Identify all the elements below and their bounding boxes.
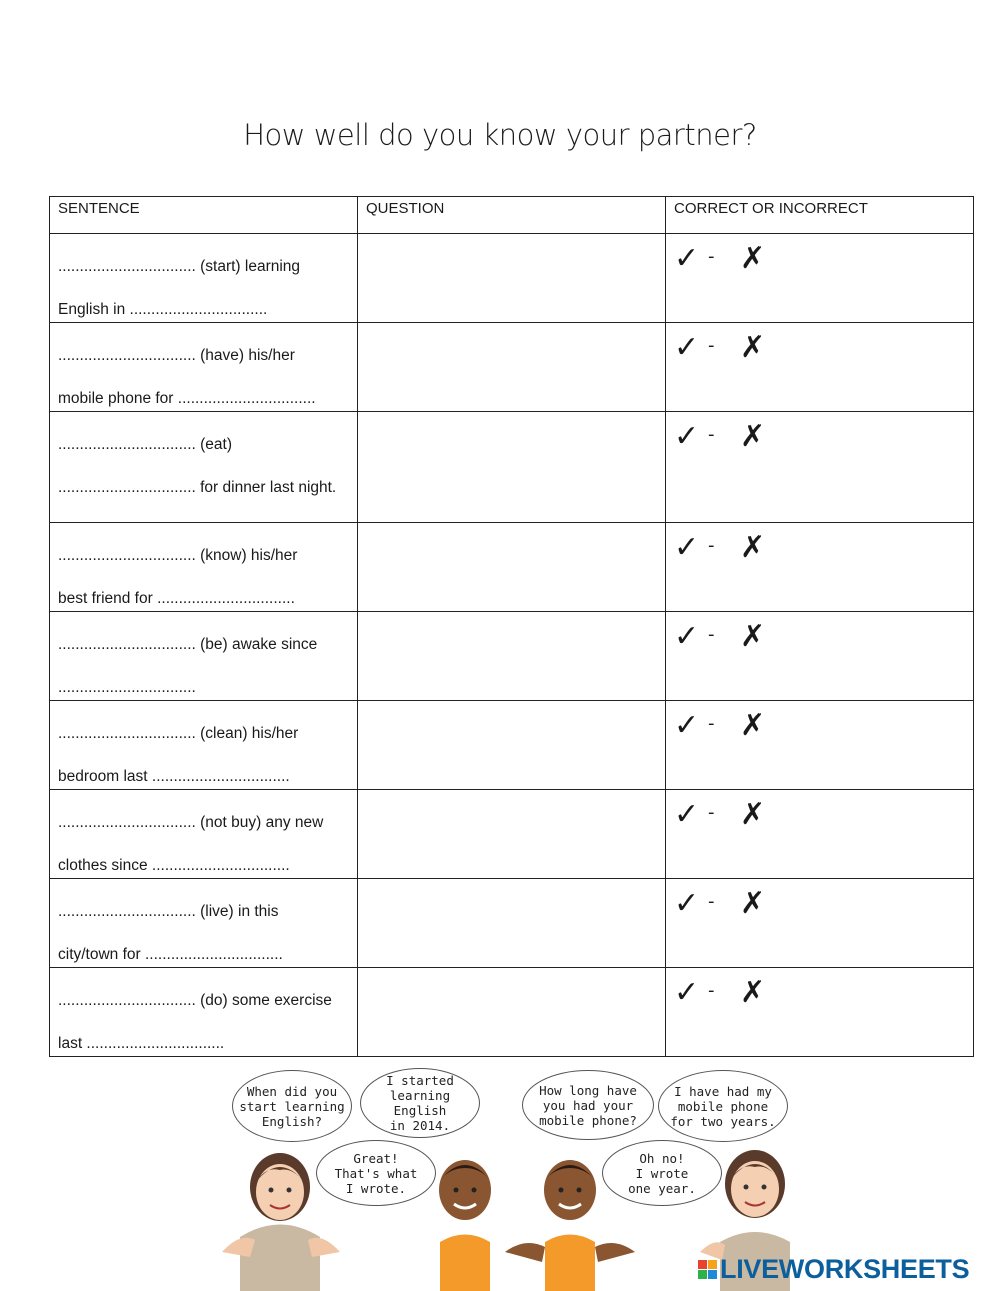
speech-bubble-5: I have had my mobile phone for two years.	[658, 1070, 788, 1142]
check-icon[interactable]: ✓	[674, 241, 700, 276]
cross-icon[interactable]: ✗	[740, 797, 766, 832]
sentence-line-1: ................................ (not buy) any new	[58, 814, 324, 831]
cross-icon[interactable]: ✗	[740, 708, 766, 743]
table-row	[50, 790, 974, 879]
sentence-line-1: ................................ (do) some exercise	[58, 992, 332, 1009]
sentence-cell	[50, 879, 358, 968]
sentence-line-2: English in ................................	[58, 301, 268, 318]
speech-bubble-3: Great! That's what I wrote.	[316, 1140, 436, 1206]
table-row	[50, 612, 974, 701]
marks-group	[666, 523, 973, 565]
sentence-cell	[50, 612, 358, 701]
check-icon[interactable]: ✓	[674, 886, 700, 921]
question-cell[interactable]	[358, 412, 666, 523]
sentence-line-2: last ................................	[58, 1035, 225, 1052]
separator: -	[708, 624, 715, 645]
sentence-line-1: ................................ (live) in this	[58, 903, 279, 920]
cross-icon[interactable]: ✗	[740, 619, 766, 654]
check-icon[interactable]: ✓	[674, 975, 700, 1010]
table-row	[50, 323, 974, 412]
check-icon[interactable]: ✓	[674, 530, 700, 565]
check-icon[interactable]: ✓	[674, 330, 700, 365]
logo-blocks-icon	[698, 1260, 717, 1279]
marks-group	[666, 879, 973, 921]
question-cell[interactable]	[358, 234, 666, 323]
sentence-cell	[50, 234, 358, 323]
marks-group	[666, 790, 973, 832]
speech-bubble-2: I started learning English in 2014.	[360, 1068, 480, 1138]
sentence-line-2: ................................ for dinner last night.	[58, 479, 337, 496]
sentence-text	[50, 612, 357, 698]
correct-incorrect-cell	[666, 701, 974, 790]
check-icon[interactable]: ✓	[674, 797, 700, 832]
worksheet-table	[49, 196, 974, 1057]
check-icon[interactable]: ✓	[674, 619, 700, 654]
marks-group	[666, 234, 973, 276]
cross-icon[interactable]: ✗	[740, 419, 766, 454]
table-row	[50, 234, 974, 323]
correct-incorrect-cell	[666, 234, 974, 323]
table-header-row	[50, 197, 974, 234]
sentence-text	[50, 701, 357, 787]
separator: -	[708, 713, 715, 734]
table-row	[50, 412, 974, 523]
sentence-text	[50, 412, 357, 498]
cross-icon[interactable]: ✗	[740, 975, 766, 1010]
sentence-line-2: clothes since ................................	[58, 857, 290, 874]
correct-incorrect-cell	[666, 323, 974, 412]
header-sentence: SENTENCE	[50, 197, 358, 234]
sentence-cell	[50, 412, 358, 523]
question-cell[interactable]	[358, 790, 666, 879]
question-cell[interactable]	[358, 701, 666, 790]
question-cell[interactable]	[358, 323, 666, 412]
separator: -	[708, 424, 715, 445]
correct-incorrect-cell	[666, 790, 974, 879]
sentence-line-1: ................................ (know) his/her	[58, 547, 298, 564]
sentence-cell	[50, 968, 358, 1057]
marks-group	[666, 701, 973, 743]
sentence-line-2: bedroom last ................................	[58, 768, 290, 785]
marks-group	[666, 323, 973, 365]
marks-group	[666, 412, 973, 454]
sentence-cell	[50, 701, 358, 790]
sentence-text	[50, 879, 357, 965]
question-cell[interactable]	[358, 523, 666, 612]
sentence-line-1: ................................ (have) his/her	[58, 347, 295, 364]
speech-bubble-4: How long have you had your mobile phone?	[522, 1070, 654, 1140]
speech-bubble-1: When did you start learning English?	[232, 1070, 352, 1142]
separator: -	[708, 246, 715, 267]
question-cell[interactable]	[358, 968, 666, 1057]
check-icon[interactable]: ✓	[674, 419, 700, 454]
separator: -	[708, 980, 715, 1001]
header-correct: CORRECT OR INCORRECT	[666, 197, 974, 234]
marks-group	[666, 612, 973, 654]
cross-icon[interactable]: ✗	[740, 886, 766, 921]
correct-incorrect-cell	[666, 412, 974, 523]
logo-text: LIVEWORKSHEETS	[720, 1253, 970, 1284]
logo-block-orange	[708, 1260, 717, 1269]
cross-icon[interactable]: ✗	[740, 241, 766, 276]
cross-icon[interactable]: ✗	[740, 330, 766, 365]
separator: -	[708, 535, 715, 556]
logo-block-blue	[708, 1270, 717, 1279]
correct-incorrect-cell	[666, 879, 974, 968]
sentence-line-2: city/town for ................................	[58, 946, 283, 963]
table-row	[50, 701, 974, 790]
liveworksheets-logo	[698, 1253, 969, 1285]
sentence-text	[50, 234, 357, 320]
sentence-cell	[50, 790, 358, 879]
sentence-line-2: best friend for ................................	[58, 590, 295, 607]
separator: -	[708, 335, 715, 356]
marks-group	[666, 968, 973, 1010]
boy-left-figure	[439, 1160, 491, 1291]
sentence-line-1: ................................ (eat)	[58, 436, 232, 453]
sentence-cell	[50, 523, 358, 612]
correct-incorrect-cell	[666, 968, 974, 1057]
sentence-text	[50, 790, 357, 876]
table-row	[50, 879, 974, 968]
separator: -	[708, 802, 715, 823]
correct-incorrect-cell	[666, 612, 974, 701]
cross-icon[interactable]: ✗	[740, 530, 766, 565]
question-cell[interactable]	[358, 612, 666, 701]
sentence-cell	[50, 323, 358, 412]
logo-block-red	[698, 1260, 707, 1269]
check-icon[interactable]: ✓	[674, 708, 700, 743]
sentence-line-1: ................................ (start) learning	[58, 258, 301, 275]
speech-bubble-6: Oh no! I wrote one year.	[602, 1140, 722, 1206]
question-cell[interactable]	[358, 879, 666, 968]
sentence-text	[50, 323, 357, 409]
table-row	[50, 523, 974, 612]
sentence-line-2: mobile phone for ................................	[58, 390, 316, 407]
table-row	[50, 968, 974, 1057]
correct-incorrect-cell	[666, 523, 974, 612]
sentence-line-1: ................................ (clean) his/her	[58, 725, 299, 742]
logo-block-green	[698, 1270, 707, 1279]
sentence-text	[50, 523, 357, 609]
worksheet-title: How well do you know your partner?	[243, 118, 757, 152]
sentence-line-1: ................................ (be) awake since	[58, 636, 318, 653]
header-question: QUESTION	[358, 197, 666, 234]
separator: -	[708, 891, 715, 912]
sentence-line-2: ................................	[58, 679, 196, 696]
sentence-text	[50, 968, 357, 1054]
